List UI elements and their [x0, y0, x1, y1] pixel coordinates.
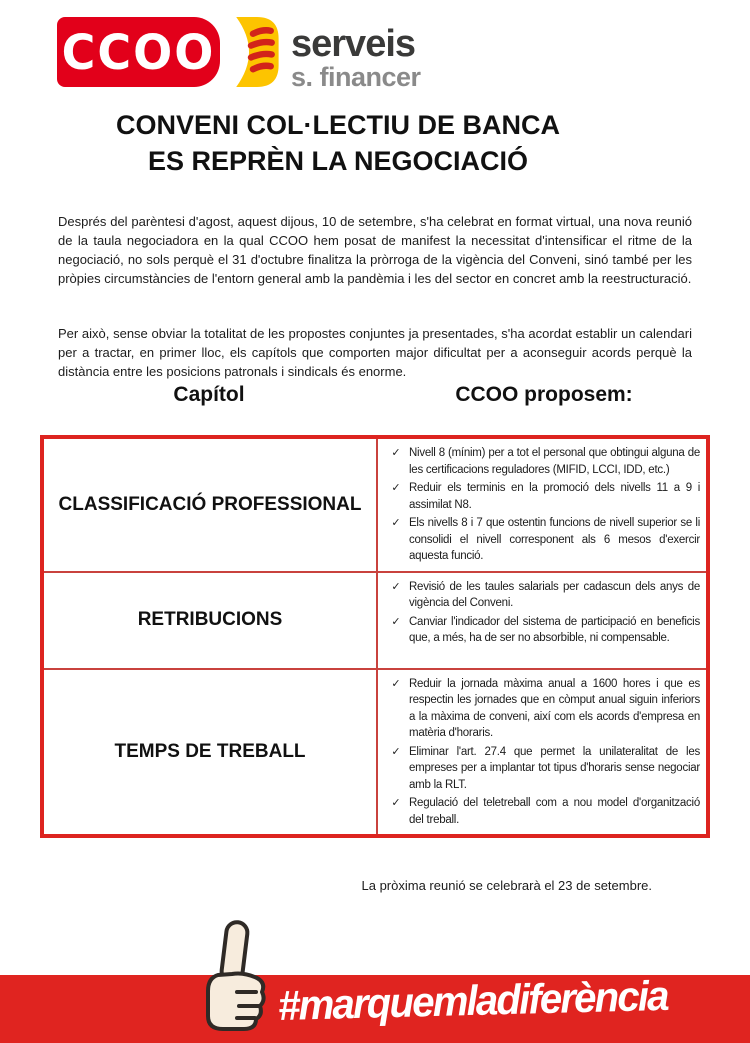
check-icon: ✓ [391, 447, 401, 459]
check-icon: ✓ [391, 482, 401, 494]
proposal-item [383, 744, 700, 794]
next-meeting-note: La pròxima reunió se celebrarà el 23 de setembre. [361, 878, 652, 893]
intro-paragraph-2: Per això, sense obviar la totalitat de les propostes conjuntes ja presentades, s'ha acordat establir un calendari per a tractar, en primer lloc, els capítols que comporten major dificultat per a aconseguir acords perquè la distància entre les posicions patronals i sindicals és enorme. [58, 326, 692, 379]
proposal-item [383, 579, 700, 612]
chapter-temps-de-treball: TEMPS DE TREBALL [44, 670, 378, 835]
senyera-flame-icon [223, 17, 279, 87]
proposal-item [383, 614, 700, 647]
check-icon: ✓ [391, 615, 401, 628]
proposal-list [383, 579, 700, 647]
proposal-text: Canviar l'indicador del sistema de participació en beneficis que, a més, ha de ser no absorbible, ni compensable. [409, 615, 700, 644]
proposal-text: Nivell 8 (mínim) per a tot el personal que obtingui alguna de les certificacions reguladores (MIFID, LCCI, IDD, etc.) [409, 447, 700, 476]
check-icon: ✓ [391, 745, 401, 758]
brand-name: serveis [291, 23, 416, 65]
check-icon: ✓ [391, 580, 401, 593]
intro-paragraph-1: Després del parèntesi d'agost, aquest dijous, 10 de setembre, s'ha celebrat en format virtual, una nova reunió de la taula negociadora en la qual CCOO hem posat de manifest la necessitat d'intensificar el ritme de la negociació, no sols perquè el 31 d'octubre finalitza la pròrroga de la vigència del Conveni, sinó també per les pròpies circumstàncies de l'entorn general amb la pandèmia i les del sector en concret amb la reestructuració. [58, 214, 692, 286]
chapter-retribucions: RETRIBUCIONS [44, 573, 378, 670]
proposal-text: Revisió de les taules salarials per cadascun dels anys de vigència del Conveni. [409, 580, 700, 609]
title-line-1: CONVENI COL·LECTIU DE BANCA [116, 110, 560, 140]
table-column-headers [40, 383, 710, 407]
page-title [58, 107, 618, 179]
proposals-table [40, 435, 710, 838]
proposal-text: Reduir els terminis en la promoció dels nivells 11 a 9 i assimilat N8. [409, 482, 700, 511]
ccoo-serveis-logo [57, 17, 421, 91]
proposal-text: Eliminar l'art. 27.4 que permet la unilateralitat de les empreses per a implantar tot tipus d'horaris sense negociar amb la RLT. [409, 745, 700, 791]
proposal-text: Els nivells 8 i 7 que ostentin funcions de nivell superior se li consolidi el nivell corresponent als 6 mesos d'exercir aquesta funció. [409, 517, 700, 562]
logo-wordmark [291, 17, 421, 91]
proposal-item [383, 795, 700, 828]
check-icon: ✓ [391, 797, 401, 809]
thumbs-up-icon [196, 917, 274, 1035]
proposal-list [383, 445, 700, 565]
proposal-item [383, 480, 700, 513]
proposal-list [383, 676, 700, 829]
proposal-item [383, 676, 700, 742]
ccoo-logo-text: CCOO [61, 23, 216, 81]
ccoo-logo-box [57, 17, 220, 87]
header-capitol: Capítol [173, 383, 245, 406]
campaign-hashtag: #marquemladiferència [277, 971, 669, 1029]
proposals-retribucions [378, 573, 706, 670]
proposal-text: Regulació del teletreball com a nou model d'organització del treball. [409, 797, 700, 826]
chapter-classificacio: CLASSIFICACIÓ PROFESSIONAL [44, 439, 378, 573]
check-icon: ✓ [391, 677, 401, 690]
proposal-item [383, 445, 700, 478]
brand-subname: s. financer [291, 62, 421, 92]
proposals-temps-de-treball [378, 670, 706, 835]
proposal-item [383, 515, 700, 565]
check-icon: ✓ [391, 517, 401, 529]
proposals-classificacio [378, 439, 706, 573]
title-line-2: ES REPRÈN LA NEGOCIACIÓ [147, 146, 529, 176]
proposal-text: Reduir la jornada màxima anual a 1600 hores i que es respectin les jornades que en còmput anual siguin inferiors a la màxima de conveni, així com els acords d'empresa en matèria d'horaris. [409, 677, 700, 739]
header-ccoo-proposem: CCOO proposem: [455, 383, 633, 406]
